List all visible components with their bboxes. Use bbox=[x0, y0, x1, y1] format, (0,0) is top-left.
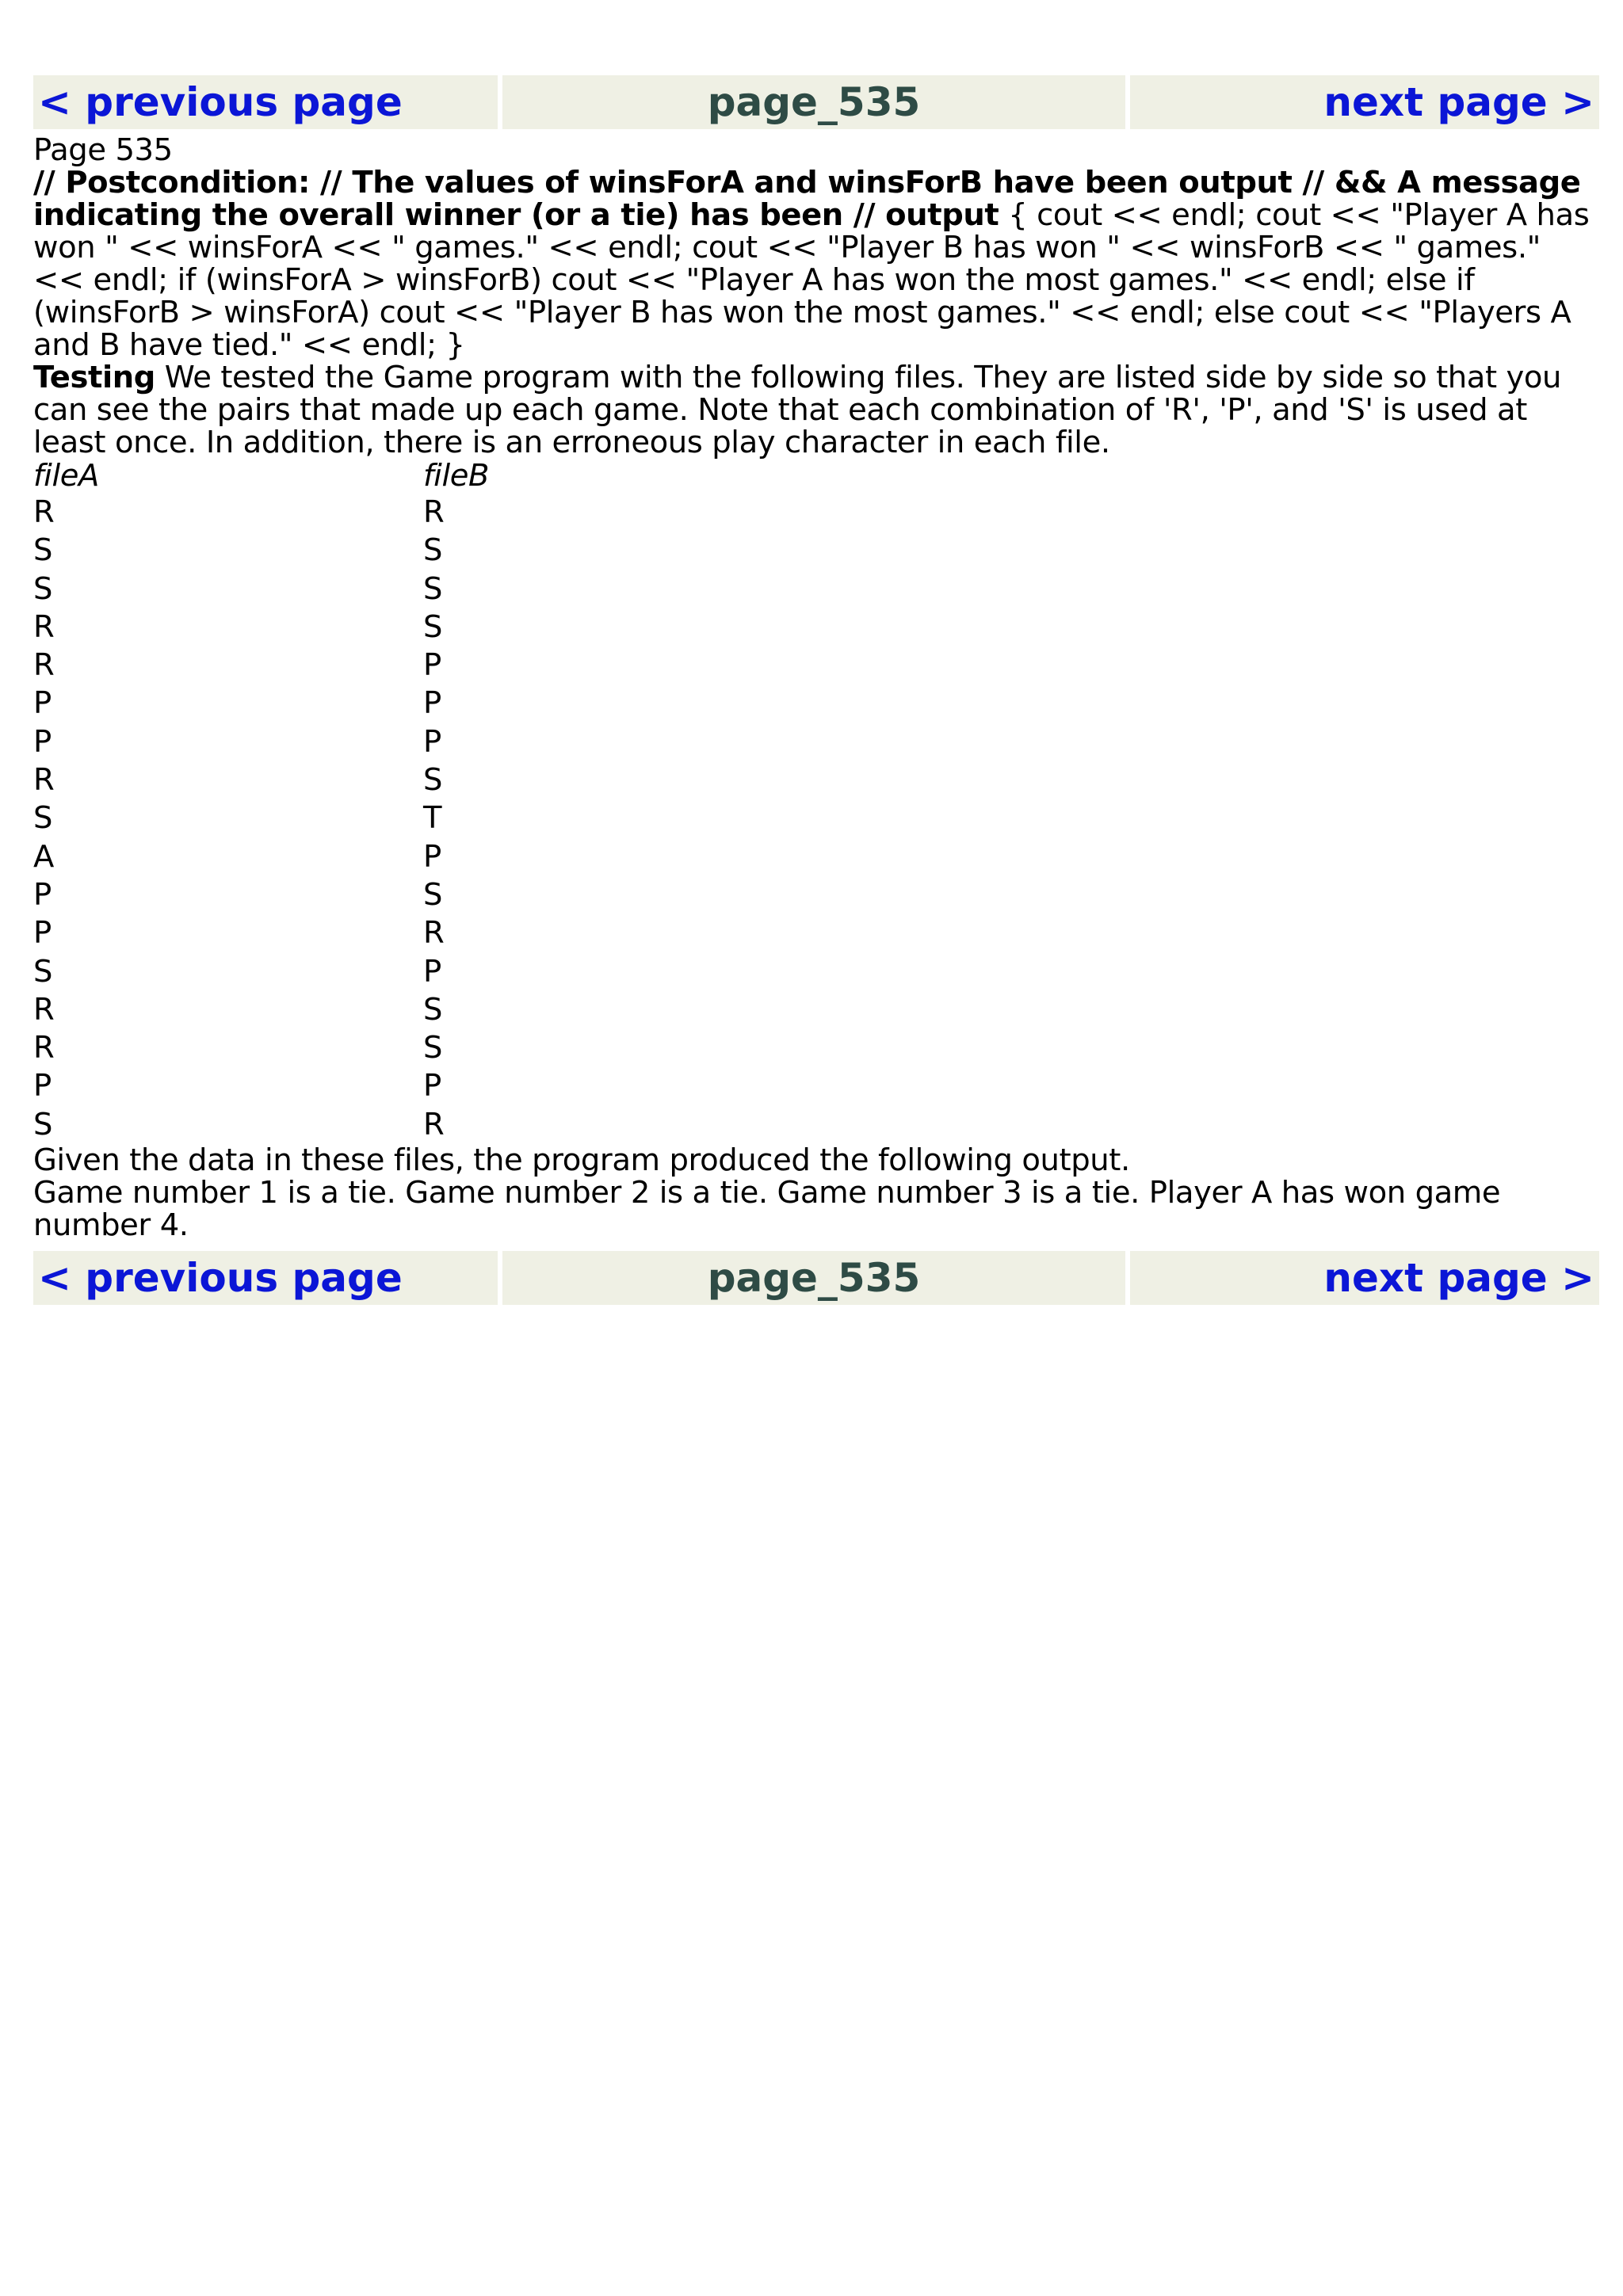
file-b-value: P bbox=[423, 647, 441, 684]
file-a-value: S bbox=[33, 532, 53, 569]
file-a-value: R bbox=[33, 991, 55, 1028]
page-container bbox=[33, 75, 1599, 1305]
file-b-value: P bbox=[423, 1068, 441, 1104]
file-b-value: R bbox=[423, 915, 445, 952]
file-b-value: R bbox=[423, 494, 445, 530]
file-b-value: S bbox=[423, 1030, 443, 1066]
file-b-value: P bbox=[423, 953, 441, 990]
code-paragraph bbox=[33, 166, 1599, 361]
file-b-value: S bbox=[423, 991, 443, 1028]
file-columns bbox=[33, 459, 1599, 1144]
file-b-value: S bbox=[423, 532, 443, 569]
file-a-value: P bbox=[33, 1068, 52, 1104]
file-a-value: S bbox=[33, 570, 53, 607]
previous-page-link[interactable]: < previous page bbox=[33, 75, 498, 129]
file-b-value: T bbox=[423, 800, 442, 837]
page-id-label: page_535 bbox=[502, 1251, 1125, 1305]
file-a-value: P bbox=[33, 915, 52, 952]
file-a-value: P bbox=[33, 876, 52, 913]
file-b-value: P bbox=[423, 685, 441, 722]
file-a-value: P bbox=[33, 723, 52, 760]
file-b-value: P bbox=[423, 723, 441, 760]
testing-description: We tested the Game program with the following files. They are listed side by side so that you can see the pairs that made up each game. Note that each combination of 'R', 'P', and 'S' is used at least once. In addition, there is an erroneous play character in each file. bbox=[33, 360, 1562, 460]
testing-paragraph bbox=[33, 361, 1599, 459]
file-b-value: S bbox=[423, 570, 443, 607]
program-output: Game number 1 is a tie. Game number 2 is a tie. Game number 3 is a tie. Player A has won game number 4. bbox=[33, 1175, 1501, 1244]
page-id-label: page_535 bbox=[502, 75, 1125, 129]
file-a-value: A bbox=[33, 838, 54, 875]
output-intro: Given the data in these files, the program produced the following output. bbox=[33, 1142, 1130, 1179]
file-a-value: S bbox=[33, 1106, 53, 1142]
file-b-header: fileB bbox=[423, 458, 490, 494]
file-a-value: R bbox=[33, 647, 55, 684]
postcondition-comment: // Postcondition: // The values of winsForA and winsForB have been output // && A message indicating the overall winner (or a tie) has been // output bbox=[33, 165, 1581, 233]
testing-heading: Testing bbox=[33, 360, 155, 395]
file-a-header: fileA bbox=[33, 458, 99, 494]
file-a-value: R bbox=[33, 608, 55, 645]
bottom-navigation-bar bbox=[33, 1251, 1599, 1305]
page-number: Page 535 bbox=[33, 132, 173, 168]
top-navigation-bar bbox=[33, 75, 1599, 129]
file-b-value: S bbox=[423, 876, 443, 913]
file-a-value: R bbox=[33, 1030, 55, 1066]
file-a-value: R bbox=[33, 762, 55, 799]
file-a-value: S bbox=[33, 953, 53, 990]
file-b-value: S bbox=[423, 608, 443, 645]
previous-page-link[interactable]: < previous page bbox=[33, 1251, 498, 1305]
file-a-value: S bbox=[33, 800, 53, 837]
page-content bbox=[33, 132, 1599, 1244]
file-b-value: R bbox=[423, 1106, 445, 1142]
file-a-value: R bbox=[33, 494, 55, 530]
code-body: { cout << endl; cout << "Player A has won " << winsForA << " games." << endl; cout << "Player B has won " << winsForB << " games." << endl; if (winsForA > winsForB) cout << "Player A has won the most games." << endl; else if (winsForB > winsForA) cout << "Player B has won the most games." << endl; else cout << "Players A and B have tied." << endl; } bbox=[33, 197, 1590, 363]
next-page-link[interactable]: next page > bbox=[1130, 1251, 1599, 1305]
file-a-value: P bbox=[33, 685, 52, 722]
next-page-link[interactable]: next page > bbox=[1130, 75, 1599, 129]
file-b-value: S bbox=[423, 762, 443, 799]
file-b-value: P bbox=[423, 838, 441, 875]
